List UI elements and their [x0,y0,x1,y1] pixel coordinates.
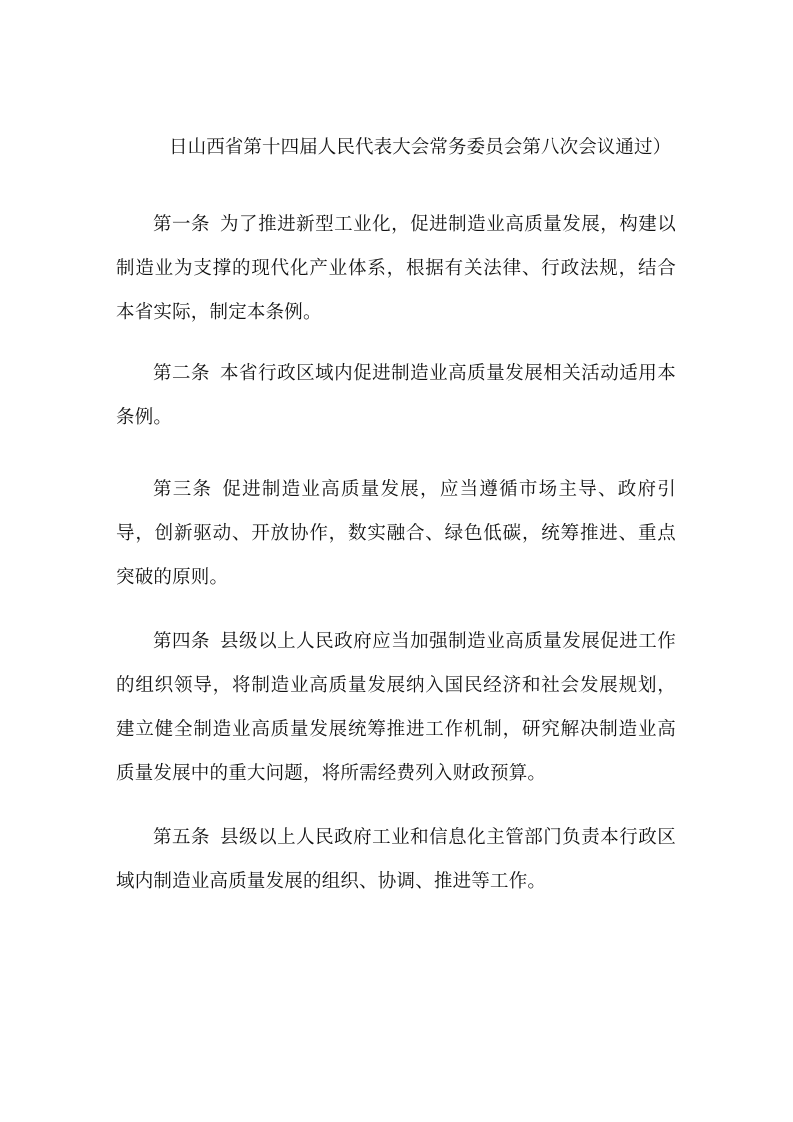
article-1-text: 为了推进新型工业化，促进制造业高质量发展，构建以制造业为支撑的现代化产业体系，根据有关法律、行政法规，结合本省实际，制定本条例。 [116,214,676,323]
adoption-note: 日山西省第十四届人民代表大会常务委员会第八次会议通过） [169,137,672,158]
article-2-label: 第二条 [153,363,211,384]
article-4 [116,620,676,796]
article-1 [116,203,676,335]
article-3 [116,468,676,600]
article-2-text: 本省行政区域内促进制造业高质量发展相关活动适用本条例。 [116,363,676,428]
article-5-text: 县级以上人民政府工业和信息化主管部门负责本行政区域内制造业高质量发展的组织、协调、推进等工作。 [116,827,676,892]
article-5-label: 第五条 [153,827,211,848]
article-3-label: 第三条 [153,479,213,500]
article-4-label: 第四条 [153,631,211,652]
article-5 [116,816,676,904]
article-2 [116,352,676,440]
article-1-label: 第一条 [153,214,211,235]
article-4-text: 县级以上人民政府应当加强制造业高质量发展促进工作的组织领导，将制造业高质量发展纳入国民经济和社会发展规划，建立健全制造业高质量发展统筹推进工作机制，研究解决制造业高质量发展中的重大问题，将所需经费列入财政预算。 [116,631,676,784]
article-3-text: 促进制造业高质量发展，应当遵循市场主导、政府引导，创新驱动、开放协作，数实融合、绿色低碳，统筹推进、重点突破的原则。 [116,479,676,588]
